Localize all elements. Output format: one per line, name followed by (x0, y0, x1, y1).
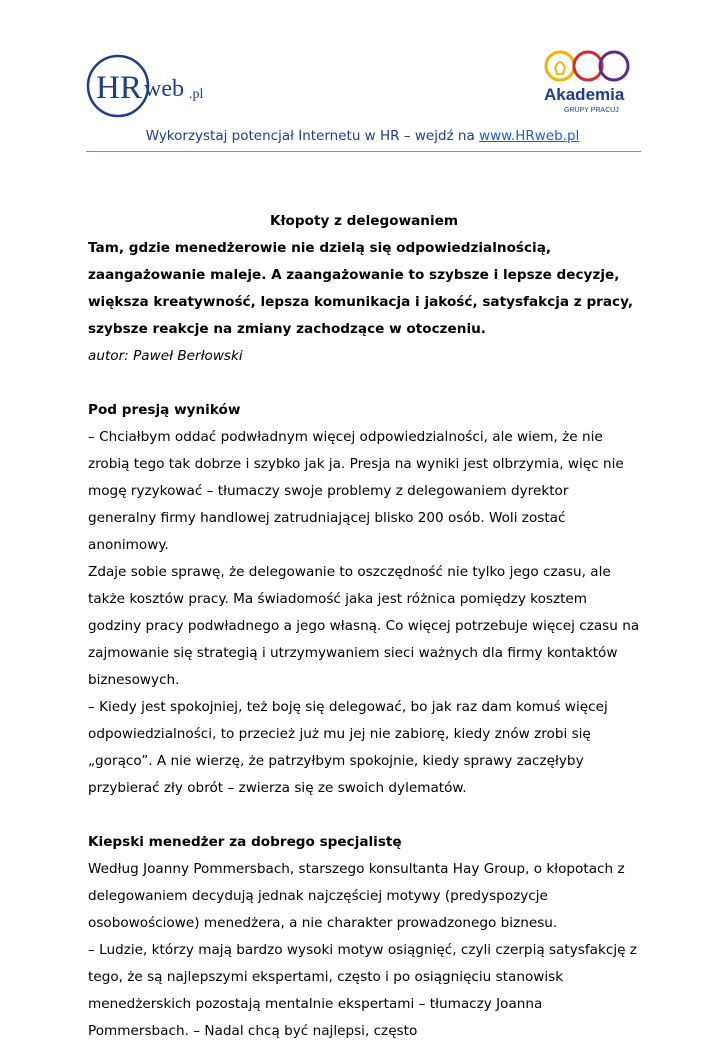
lightbulb-icon (555, 62, 565, 74)
section-heading-2: Kiepski menedżer za dobrego specjalistę (88, 834, 402, 850)
hrweb-link[interactable]: www.HRweb.pl (479, 128, 580, 144)
akademia-logo-sub: GRUPY PRACUJ (564, 107, 619, 114)
paragraph: – Ludzie, którzy mają bardzo wysoki motyw osiągnięć, czyli czerpią satysfakcję z tego, że są najlepszymi ekspertami, często i po osiągnięciu stanowisk menedżerskich pozostają mentalnie ekspertami – tłumaczy Joanna Pommersbach. – Nadal chcą być najlepsi, często (88, 942, 637, 1039)
section-heading-1: Pod presją wyników (88, 402, 241, 418)
akademia-logo[interactable] (540, 46, 640, 122)
page-header (0, 0, 725, 160)
header-divider (86, 151, 641, 152)
article-body (88, 208, 640, 1045)
article-title: Kłopoty z delegowaniem (269, 213, 459, 229)
tagline-text: Wykorzystaj potencjał Internetu w HR – wejdź na (145, 128, 480, 144)
article-author: autor: Paweł Berłowski (88, 348, 243, 364)
article-lead: Tam, gdzie menedżerowie nie dzielą się odpowiedzialnością, zaangażowanie maleje. A zaangażowanie to szybsze i lepsze decyzje, większa kreatywność, lepsza komunikacja i jakość, satysfakcja z pracy, szybsze reakcje na zmiany zachodzące w otoczeniu. (88, 240, 634, 337)
akademia-logo-name: Akademia (544, 85, 625, 104)
paragraph: Zdaje sobie sprawę, że delegowanie to oszczędność nie tylko jego czasu, ale także kosztów pracy. Ma świadomość jaka jest różnica pomiędzy kosztem godziny pracy podwładnego a jego własną. Co więcej potrzebuje więcej czasu na zajmowanie się strategią i utrzymywaniem sieci ważnych dla firmy kontaktów biznesowych. (88, 564, 640, 688)
hrweb-logo-mark: HR (96, 70, 142, 106)
hrweb-logo[interactable] (86, 52, 226, 122)
paragraph: – Kiedy jest spokojniej, też boję się delegować, bo jak raz dam komuś więcej odpowiedzialności, to przecież już mu jej nie zabiorę, kiedy znów zrobi się „gorąco”. A nie wierzę, że patrzyłbym spokojnie, kiedy sprawy zaczęłyby przybierać zły obrót – zwierza się ze swoich dylematów. (88, 699, 608, 796)
paragraph: Według Joanny Pommersbach, starszego konsultanta Hay Group, o kłopotach z delegowaniem decydują jednak najczęściej motywy (predyspozycje osobowościowe) menedżera, a nie charakter prowadzonego biznesu. (88, 861, 625, 931)
paragraph: – Chciałbym oddać podwładnym więcej odpowiedzialności, ale wiem, że nie zrobią tego tak dobrze i szybko jak ja. Presja na wyniki jest olbrzymia, więc nie mogę ryzykować – tłumaczy swoje problemy z delegowaniem dyrektor generalny firmy handlowej zatrudniającej blisko 200 osób. Woli zostać anonimowy. (88, 429, 624, 553)
hrweb-logo-tld: .pl (189, 87, 204, 102)
header-tagline (0, 128, 725, 144)
hrweb-logo-suffix: web (144, 76, 184, 102)
